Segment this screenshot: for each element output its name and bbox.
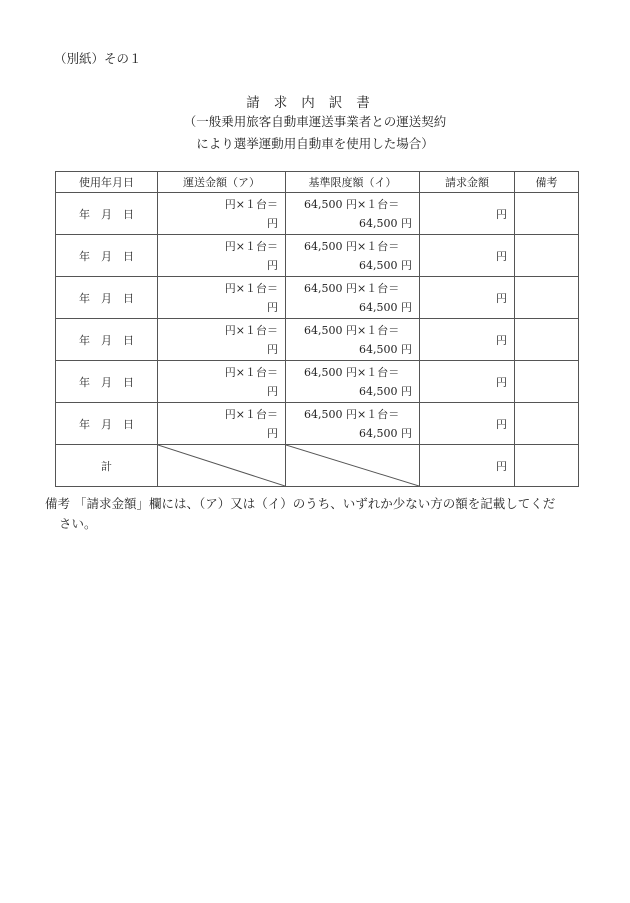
- fare-formula: 円×１台＝: [224, 366, 278, 379]
- annex-label: （別紙）その１: [54, 51, 142, 66]
- fare-result: 円: [267, 343, 278, 356]
- fare-result: 円: [267, 301, 278, 314]
- fare-result: 円: [267, 385, 278, 398]
- fare-formula: 円×１台＝: [224, 408, 278, 421]
- remarks-cell: [515, 277, 579, 319]
- limit-formula: 64,500 円×１台＝: [304, 240, 400, 253]
- document-title: 請求内訳書: [246, 95, 384, 111]
- limit-result: 64,500 円: [359, 385, 412, 398]
- date-cell: 年 月 日: [56, 319, 158, 361]
- request-cell: 円: [420, 193, 515, 235]
- limit-result: 64,500 円: [359, 259, 412, 272]
- fare-cell: [158, 403, 286, 445]
- limit-formula: 64,500 円×１台＝: [304, 366, 400, 379]
- fare-cell: [158, 193, 286, 235]
- remarks-cell: [515, 361, 579, 403]
- remarks-cell: [515, 235, 579, 277]
- fare-cell: [158, 235, 286, 277]
- table-row: [56, 193, 579, 235]
- limit-cell: [286, 361, 420, 403]
- request-cell: 円: [420, 361, 515, 403]
- table-header-row: [56, 172, 579, 193]
- limit-total-slashed: [286, 445, 420, 487]
- request-cell: 円: [420, 319, 515, 361]
- table-row: [56, 319, 579, 361]
- limit-formula: 64,500 円×１台＝: [304, 282, 400, 295]
- table-row: [56, 277, 579, 319]
- fare-total-slashed: [158, 445, 286, 487]
- limit-result: 64,500 円: [359, 301, 412, 314]
- total-remarks-cell: [515, 445, 579, 487]
- limit-formula: 64,500 円×１台＝: [304, 324, 400, 337]
- subtitle-line-1: （一般乗用旅客自動車運送事業者との運送契約: [183, 114, 447, 129]
- limit-cell: [286, 403, 420, 445]
- fare-formula: 円×１台＝: [224, 324, 278, 337]
- fare-formula: 円×１台＝: [224, 240, 278, 253]
- limit-formula: 64,500 円×１台＝: [304, 198, 400, 211]
- header-date: 使用年月日: [56, 172, 158, 193]
- date-cell: 年 月 日: [56, 361, 158, 403]
- header-fare: 運送金額（ア）: [158, 172, 286, 193]
- request-cell: 円: [420, 235, 515, 277]
- date-cell: 年 月 日: [56, 277, 158, 319]
- date-cell: 年 月 日: [56, 235, 158, 277]
- remarks-note: 備考 「請求金額」欄には、（ア）又は（イ）のうち、いずれか少ない方の額を記載してくだ: [45, 496, 556, 511]
- limit-cell: [286, 277, 420, 319]
- limit-result: 64,500 円: [359, 217, 412, 230]
- fare-cell: [158, 319, 286, 361]
- limit-cell: [286, 235, 420, 277]
- limit-result: 64,500 円: [359, 427, 412, 440]
- limit-cell: [286, 193, 420, 235]
- limit-result: 64,500 円: [359, 343, 412, 356]
- breakdown-table: [55, 171, 579, 487]
- total-row: [56, 445, 579, 487]
- header-remarks: 備考: [515, 172, 579, 193]
- fare-result: 円: [267, 427, 278, 440]
- fare-result: 円: [267, 259, 278, 272]
- subtitle-line-2: により選挙運動用自動車を使用した場合）: [196, 136, 434, 151]
- remarks-cell: [515, 403, 579, 445]
- header-limit: 基準限度額（イ）: [286, 172, 420, 193]
- fare-result: 円: [267, 217, 278, 230]
- limit-cell: [286, 319, 420, 361]
- remarks-cell: [515, 193, 579, 235]
- total-request-cell: 円: [420, 445, 515, 487]
- remarks-cell: [515, 319, 579, 361]
- fare-cell: [158, 277, 286, 319]
- table-row: [56, 361, 579, 403]
- fare-formula: 円×１台＝: [224, 282, 278, 295]
- total-label: 計: [56, 445, 158, 487]
- fare-cell: [158, 361, 286, 403]
- limit-formula: 64,500 円×１台＝: [304, 408, 400, 421]
- table-row: [56, 403, 579, 445]
- fare-formula: 円×１台＝: [224, 198, 278, 211]
- request-cell: 円: [420, 403, 515, 445]
- date-cell: 年 月 日: [56, 403, 158, 445]
- remarks-note-continued: さい。: [59, 516, 97, 531]
- diagonal-slash: [158, 445, 285, 486]
- request-cell: 円: [420, 277, 515, 319]
- header-request: 請求金額: [420, 172, 515, 193]
- table-row: [56, 235, 579, 277]
- date-cell: 年 月 日: [56, 193, 158, 235]
- diagonal-slash: [286, 445, 419, 486]
